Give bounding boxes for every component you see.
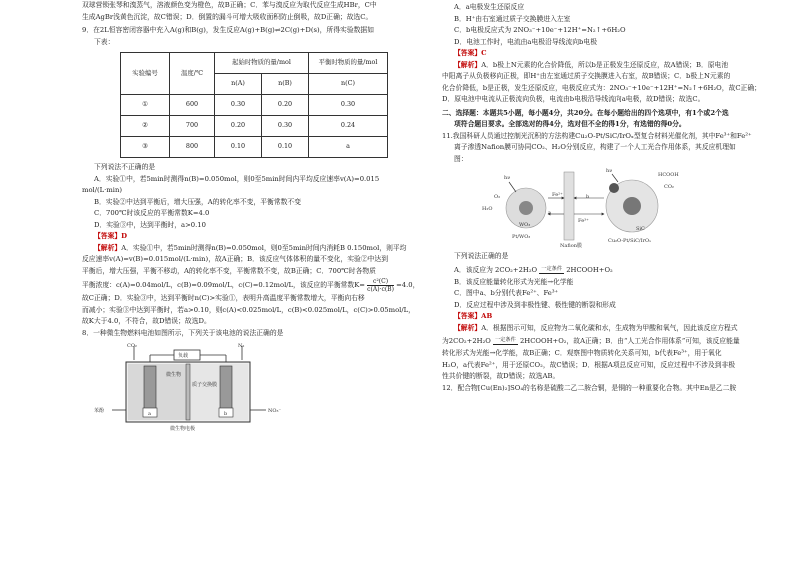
- explanation-line: 【解析】A．b极上N元素的化合价降低，所以b是正极发生还原反应，故A错误；B．原电池: [454, 60, 729, 69]
- oxygen-label: O₂: [494, 194, 501, 200]
- explanation-line: 转化形式为光能→化学能，故B正确；C．观察图中物质转化关系可知，b代表Fe³⁺，用于氧化: [442, 349, 722, 357]
- b-label: b: [586, 194, 590, 200]
- fe3-label: Fe³⁺: [578, 218, 589, 224]
- explanation-tag: 【解析】: [94, 243, 122, 252]
- option-a: A．实验①中，若5min时测得n(B)=0.050mol，则0至5min时间内平均反应速率v(A)=0.015: [94, 174, 380, 183]
- table-cell: 0.10: [262, 137, 309, 158]
- question-8-stem: 8．一种微生物燃料电池如图所示，下列关于该电池的说法正确的是: [82, 328, 284, 337]
- light-label: hν: [606, 168, 613, 174]
- table-row: [121, 95, 388, 116]
- text-line: 双球营锁张琴和溴蒸气，溶液颜色变为橙色，故B正确；C．苯与溴反应为取代反应生成HBr，C中: [82, 1, 377, 9]
- table-cell: 0.24: [309, 116, 388, 137]
- membrane-label: 质子交换膜: [192, 382, 218, 388]
- explanation-line: 【解析】A．根据图示可知，反应物为二氧化碳和水，生成物为甲酸和氧气，因此该反应方程式: [454, 323, 738, 332]
- answer-label: 【答案】D: [94, 232, 128, 240]
- table-header: n(C): [309, 74, 388, 95]
- condition-label: 一定条件: [495, 337, 516, 343]
- explanation-line: D．原电池中电流从正极流向负极，电流由b电极沿导线流向a电极，故D错误；故选C。: [442, 95, 705, 103]
- reaction-arrow: [539, 266, 564, 274]
- microbe-label: 微生物: [166, 372, 182, 378]
- table-cell: 0.10: [215, 137, 262, 158]
- table-header: 温度/℃: [170, 53, 215, 95]
- fraction-numerator: c²(C): [367, 278, 394, 286]
- explanation-text: 【解析】A．实验①中，若5min时测得n(B)=0.050mol，则0至5min时间内消耗B 0.150mol，则平均: [94, 243, 407, 252]
- table-cell: 0.20: [215, 116, 262, 137]
- hcooh-label: HCOOH: [658, 172, 679, 178]
- option-d: D．反应过程中涉及到非极性键、极性键的断裂和形成: [454, 300, 616, 309]
- table-header: 实验编号: [121, 53, 170, 95]
- equilibrium-fraction: [367, 278, 394, 293]
- electrode-a-label: a: [148, 411, 151, 417]
- fuel-cell-figure: [94, 342, 294, 434]
- question-9-ask: 下列说法不正确的是: [94, 163, 156, 171]
- explanation-line: [82, 277, 427, 293]
- explanation-text: 平衡浓度：c(A)=0.04mol/L，c(B)=0.09mol/L，c(C)=0.12mol/L，该反应的平衡常数K=: [82, 281, 365, 289]
- explanation-line: 中阳离子从负极移向正极，即H⁺由左室通过质子交换膜进入右室，故B错误；C．b极上N元素的: [442, 72, 731, 80]
- wo3-label: WO₃: [519, 222, 531, 228]
- question-9-stem-cont: 下表：: [94, 37, 115, 46]
- a-label: a: [548, 210, 551, 216]
- reaction-arrow: [493, 337, 518, 345]
- photosynthesis-figure: [464, 168, 714, 248]
- fe2-label: Fe²⁺: [552, 192, 563, 198]
- nafion-label: Nafion膜: [560, 243, 582, 249]
- section-heading-cont: 项符合题目要求。全部选对的得4分，选对但不全的得1分，有选错的得0分。: [454, 120, 686, 128]
- option-d: D．实验③中，达到平衡时，a>0.10: [94, 220, 206, 229]
- explanation-line: 化合价降低，b是正极，发生还原反应，电极反应式为：2NO₃⁻+10e⁻+12H⁺=N₂↑+6H₂O，故C正确；: [442, 83, 761, 92]
- n2-label: N₂: [238, 343, 245, 349]
- explanation-tag: 【解析】: [454, 60, 482, 69]
- experiment-table: [120, 52, 388, 158]
- option-c: C．b电极反应式为 2NO₃⁻+10e⁻+12H⁺=N₂↑+6H₂O: [454, 26, 626, 34]
- explanation-line: [82, 243, 427, 255]
- explanation-line: [442, 334, 787, 348]
- explanation-text: =4.0，: [396, 281, 420, 289]
- option-b: B．H⁺由右室通过质子交换膜进入左室: [454, 14, 571, 23]
- option-d: D．电池工作时，电流由a电极沿导线流向b电极: [454, 37, 597, 46]
- left-column: [82, 0, 427, 437]
- question-11-stem-cont: 离子渗透Nafion膜可协同CO₂、H₂O分别反应，构建了一个人工光合作用体系，其反应机理如: [454, 143, 736, 151]
- answer-label: 【答案】AB: [454, 312, 493, 320]
- explanation-line: 故K大于4.0，不符合，故D错误；故选D。: [82, 317, 211, 325]
- explanation-line: 故C正确；D．实验③中，达到平衡时n(C)>实验①，表明升高温度平衡常数增大，平衡向右移: [82, 294, 365, 302]
- question-11-ask: 下列说法正确的是: [454, 252, 509, 260]
- table-row: [121, 116, 388, 137]
- light-label: hν: [504, 175, 511, 181]
- co2-label: CO₂: [664, 184, 674, 190]
- explanation-line: 性共价键的断裂，故D错误；故选AB。: [442, 372, 560, 380]
- table-cell: 800: [170, 137, 215, 158]
- question-11-stem: 11.我国科研人员通过控制光沉积的方法构建Cu₂O-Pt/SiC/IrOₓ型复合材料光催化剂，其中Fe³⁺和Fe²⁺: [442, 131, 752, 140]
- table-cell: 600: [170, 95, 215, 116]
- electrode-b-label: b: [224, 411, 228, 417]
- option-text: 2HCOOH+O₂: [566, 265, 613, 274]
- explanation-text: 2HCOOH+O₂，故A正确；B．由“人工光合作用体系”可知，该反应能量: [519, 337, 740, 345]
- option-c: C．700℃时该反应的平衡常数K=4.0: [94, 209, 210, 217]
- text-line: 生成AgBr浅黄色沉淀，故C错误；D．倒置的漏斗可增大吸收面积防止倒吸，故D正确；故选C。: [82, 12, 373, 21]
- table-header: 平衡时物质的量/mol: [309, 53, 388, 74]
- pt-wo3-label: Pt/WO₃: [512, 234, 531, 240]
- option-text: A．该反应为 2CO₂+2H₂O: [454, 265, 538, 274]
- right-column: [442, 0, 787, 394]
- explanation-text: 为2CO₂+2H₂O: [442, 337, 491, 345]
- table-header: n(B): [262, 74, 309, 95]
- question-12-stem: 12．配合物[Cu(En)₂]SO₄的名称是硫酸二乙二胺合铜，是铜的一种重要化合物。其中En是乙二胺: [442, 383, 737, 392]
- explanation-line: 平衡后，增大压强，平衡不移动，A的转化率不变，平衡常数不变，故B正确；C．700℃时各物质: [82, 266, 376, 275]
- nitrate-label: NO₃⁻: [268, 408, 282, 414]
- option-b: B．该反应能量转化形式为光能→化学能: [454, 277, 574, 286]
- section-heading: 二、选择题：本题共5小题，每小题4分，共20分。在每小题给出的四个选项中，有1个或2个选: [442, 108, 729, 117]
- catalyst-label: Cu₂O-Pt/SiC/IrOₓ: [608, 238, 652, 244]
- option-b: B．实验②中达到平衡后，增大压强，A的转化率不变，平衡常数不变: [94, 197, 302, 206]
- table-cell: ②: [121, 116, 170, 137]
- option-a: [442, 263, 787, 277]
- table-cell: 0.30: [309, 95, 388, 116]
- fuel-cell-diagram: [94, 342, 294, 434]
- table-cell: ③: [121, 137, 170, 158]
- electrode-caption: 微生物电极: [170, 426, 196, 432]
- load-label: 负载: [178, 353, 189, 359]
- answer-label: 【答案】C: [454, 49, 487, 57]
- option-a-cont: mol/(L·min): [82, 186, 122, 194]
- option-a: A．a电极发生还原反应: [454, 3, 525, 11]
- table-header: n(A): [215, 74, 262, 95]
- question-9-stem: 9．在2L恒容密闭容器中充入A(g)和B(g)，发生反应A(g)+B(g)⇌2C(g)+D(s)，所得实验数据如: [82, 26, 375, 34]
- condition-label: 一定条件: [541, 265, 563, 272]
- table-cell: 700: [170, 116, 215, 137]
- explanation-line: 反应速率v(A)=v(B)=0.015mol/(L·min)，故A正确；B．该反应气体体积的量不变化，实验②中达到: [82, 255, 389, 263]
- option-c: C．图中a、b分别代表Fe²⁺、Fe³⁺: [454, 289, 559, 297]
- explanation-line: 而减小；实验③中达到平衡时，若a>0.10，则c(A)<0.025mol/L，c(B)<0.025mol/L，c(C)>0.05mol/L，: [82, 305, 415, 314]
- fraction-denominator: c(A)·c(B): [367, 285, 394, 293]
- table-cell: 0.20: [262, 95, 309, 116]
- table-row: [121, 137, 388, 158]
- phenol-label: 苯酚: [94, 408, 105, 414]
- table-cell: ①: [121, 95, 170, 116]
- table-header: 起始时物质的量/mol: [215, 53, 309, 74]
- explanation-tag: 【解析】: [454, 323, 482, 332]
- table-cell: a: [309, 137, 388, 158]
- co2-label: CO₂: [127, 343, 137, 349]
- question-11-stem-cont: 图：: [454, 154, 468, 163]
- explanation-line: H₂O，a代表Fe²⁺，用于还原CO₂，故C错误；D．根据A项总反应可知，反应过程中不涉及到非极: [442, 360, 736, 369]
- water-label: H₂O: [482, 206, 493, 212]
- table-cell: 0.30: [262, 116, 309, 137]
- sic-label: SiC: [636, 226, 645, 232]
- table-cell: 0.30: [215, 95, 262, 116]
